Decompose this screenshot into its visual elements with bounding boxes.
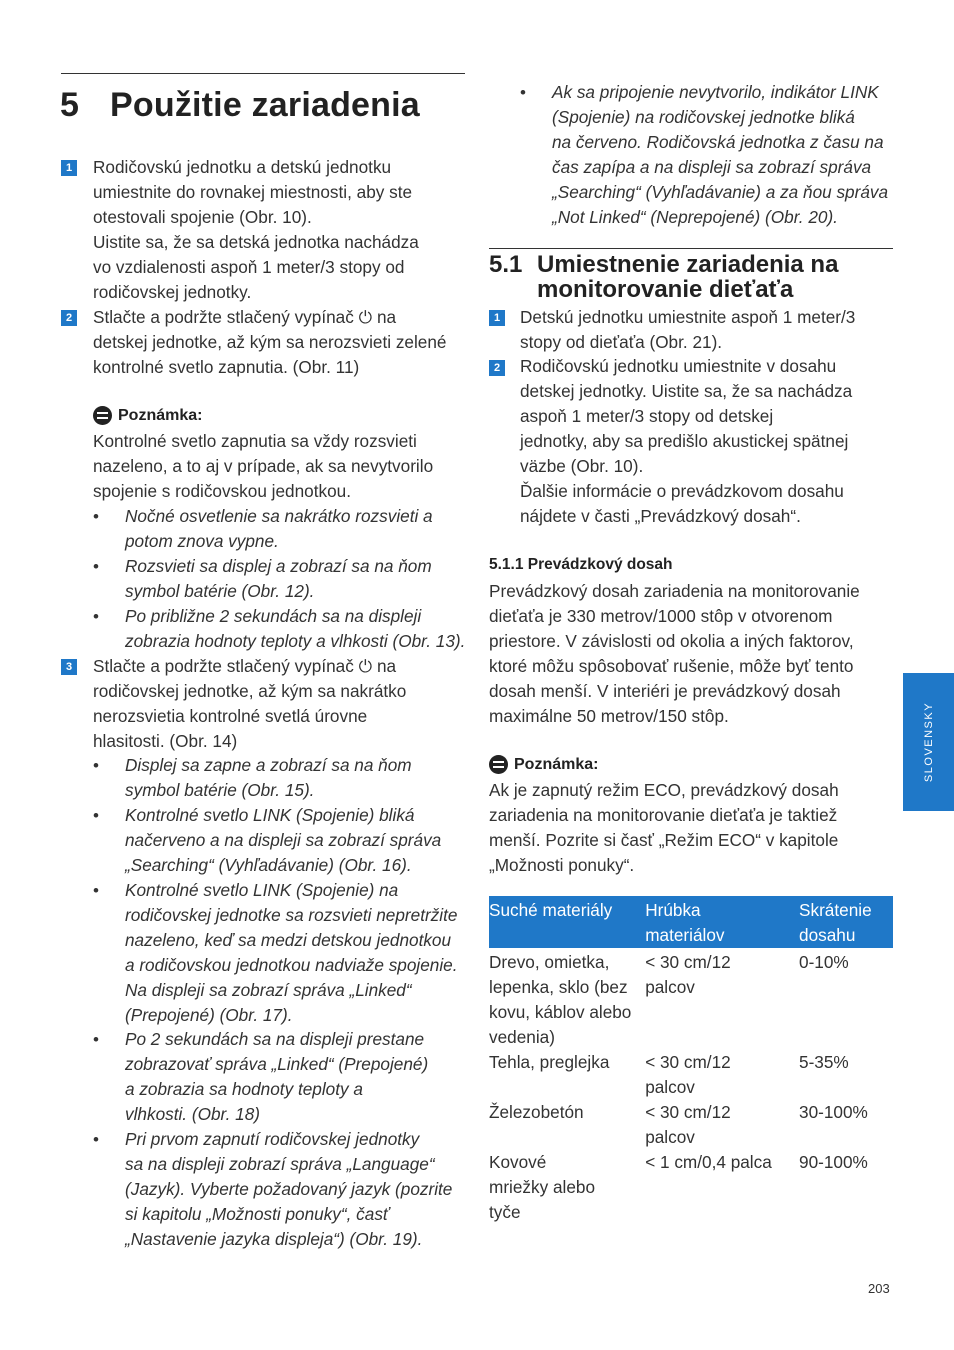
table-cell: Tehla, preglejka <box>489 1052 610 1072</box>
bullet-marker: • <box>520 83 526 102</box>
step-3-bullet-3: Kontrolné svetlo LINK (Spojenie) na rodičovskej jednotke sa rozsvieti nepretržite nazeleno, keď sa medzi detskou jednotkou a rodičovskou jednotkou nadviaže spojenie. Na displeji sa zobrazí správa „Linked“ (Prepojené) (Obr. 17). <box>125 880 458 1025</box>
step-3-bullet-4: Po 2 sekundách sa na displeji prestane zobrazovať správa „Linked“ (Prepojené) a zobrazia sa hodnoty teploty a vlhkosti. (Obr. 18) <box>125 1029 429 1124</box>
bullet-marker: • <box>93 557 99 576</box>
table-row <box>489 948 893 1050</box>
placement-step-1-text: Detskú jednotku umiestnite aspoň 1 meter/3 stopy od dieťaťa (Obr. 21). <box>520 307 856 352</box>
placement-step-2-text: Rodičovskú jednotku umiestnite v dosahu detskej jednotky. Uistite sa, že sa nachádza aspoň 1 meter/3 stopy od detskej jednotky, aby sa predišlo akustickej spätnej väzbe (Obr. 10). Ďalšie informácie o prevádzkovom dosahu nájdete v časti „Prevádzkový dosah“. <box>520 356 853 526</box>
section-rule <box>489 248 893 249</box>
bullet-marker: • <box>93 607 99 626</box>
table-cell: < 1 cm/0,4 palca <box>645 1152 772 1172</box>
table-row <box>489 1100 893 1150</box>
table-cell: < 30 cm/12 palcov <box>645 1102 731 1147</box>
table-cell: Železobetón <box>489 1102 584 1122</box>
step-3-bullet-2: Kontrolné svetlo LINK (Spojenie) bliká načerveno a na displeji sa zobrazí správa „Searching“ (Vyhľadávanie) (Obr. 16). <box>125 805 442 875</box>
table-header-row <box>489 896 893 948</box>
note-bullet-1: Nočné osvetlenie sa nakrátko rozsvieti a potom znova vypne. <box>125 506 433 551</box>
language-side-tab: SLOVENSKY <box>903 673 954 811</box>
link-failed-bullet: Ak sa pripojenie nevytvorilo, indikátor LINK (Spojenie) na rodičovskej jednotke bliká na červeno. Rodičovská jednotka z času na čas zapípa a na displeji sa zobrazí správa „Searching“ (Vyhľadávanie) a za ňou správa „Not Linked“ (Neprepojené) (Obr. 20). <box>552 82 889 227</box>
table-row <box>489 1050 893 1100</box>
note-heading-left: Poznámka: <box>93 406 202 425</box>
note-text-right: Ak je zapnutý režim ECO, prevádzkový dosah zariadenia na monitorovanie dieťaťa je taktiež menší. Pozrite si časť „Režim ECO“ v kapitole „Možnosti ponuky“. <box>489 780 839 875</box>
note-heading-right: Poznámka: <box>489 755 598 774</box>
step-3-bullet-1: Displej sa zapne a zobrazí sa na ňom symbol batérie (Obr. 15). <box>125 755 412 800</box>
page-number: 203 <box>868 1281 890 1296</box>
bullet-marker: • <box>93 881 99 900</box>
table-cell: 90-100% <box>799 1152 868 1172</box>
table-cell: < 30 cm/12 palcov <box>645 1052 731 1097</box>
note-text-left: Kontrolné svetlo zapnutia sa vždy rozsvieti nazeleno, a to aj v prípade, ak sa nevytvorilo spojenie s rodičovskou jednotkou. <box>93 431 434 501</box>
note-bullet-3: Po približne 2 sekundách sa na displeji zobrazia hodnoty teploty a vlhkosti (Obr. 13). <box>125 606 466 651</box>
step-badge-2: 2 <box>489 360 505 376</box>
step-3-text: Stlačte a podržte stlačený vypínač ⏻ na rodičovskej jednotke, až kým sa nakrátko nerozsvietia kontrolné svetlá úrovne hlasitosti. (Obr. 14) <box>93 656 407 751</box>
step-badge-2: 2 <box>61 310 77 326</box>
table-cell: < 30 cm/12 palcov <box>645 952 731 997</box>
materials-table <box>489 896 893 1225</box>
table-cell: Drevo, omietka, lepenka, sklo (bez kovu, káblov alebo vedenia) <box>489 952 632 1047</box>
bullet-marker: • <box>93 806 99 825</box>
note-bullet-2: Rozsvieti sa displej a zobrazí sa na ňom symbol batérie (Obr. 12). <box>125 556 432 601</box>
step-2-text: Stlačte a podržte stlačený vypínač ⏻ na detskej jednotke, až kým sa nerozsvieti zelené kontrolné svetlo zapnutia. (Obr. 11) <box>93 307 447 377</box>
table-header: Suché materiály <box>489 896 645 948</box>
table-cell: 30-100% <box>799 1102 868 1122</box>
note-icon <box>489 755 508 774</box>
bullet-marker: • <box>93 1130 99 1149</box>
step-badge-3: 3 <box>61 659 77 675</box>
table-cell: Kovové mriežky alebo tyče <box>489 1152 596 1222</box>
subsection-title: 5.1.1 Prevádzkový dosah <box>489 556 673 573</box>
chapter-title: 5 Použitie zariadenia <box>60 86 420 124</box>
table-cell: 5-35% <box>799 1052 849 1072</box>
step-1-text: Rodičovskú jednotku a detskú jednotku umiestnite do rovnakej miestnosti, aby ste otestovali spojenie (Obr. 10). Uistite sa, že sa detská jednotka nachádza vo vzdialenosti aspoň 1 meter/3 stopy od rodičovskej jednotky. <box>93 157 419 302</box>
bullet-marker: • <box>93 756 99 775</box>
table-header: Hrúbka materiálov <box>645 896 799 948</box>
section-title: 5.1 Umiestnenie zariadenia na monitorovanie dieťaťa <box>489 251 839 303</box>
step-badge-1: 1 <box>489 310 505 326</box>
table-cell: 0-10% <box>799 952 849 972</box>
bullet-marker: • <box>93 507 99 526</box>
range-text: Prevádzkový dosah zariadenia na monitorovanie dieťaťa je 330 metrov/1000 stôp v otvorenom priestore. V závislosti od okolia a iných faktorov, ktoré môžu spôsobovať rušenie, môže byť tento dosah menší. V interiéri je prevádzkový dosah maximálne 50 metrov/150 stôp. <box>489 581 860 726</box>
top-rule <box>61 73 465 74</box>
table-header: Skrátenie dosahu <box>799 896 893 948</box>
step-3-bullet-5: Pri prvom zapnutí rodičovskej jednotky sa na displeji zobrazí správa „Language“ (Jazyk). Vyberte požadovaný jazyk (pozrite si kapitolu „Možnosti ponuky“, časť „Nastavenie jazyka displeja“) (Obr. 19). <box>125 1129 453 1249</box>
step-badge-1: 1 <box>61 160 77 176</box>
bullet-marker: • <box>93 1030 99 1049</box>
note-icon <box>93 406 112 425</box>
table-row <box>489 1150 893 1225</box>
